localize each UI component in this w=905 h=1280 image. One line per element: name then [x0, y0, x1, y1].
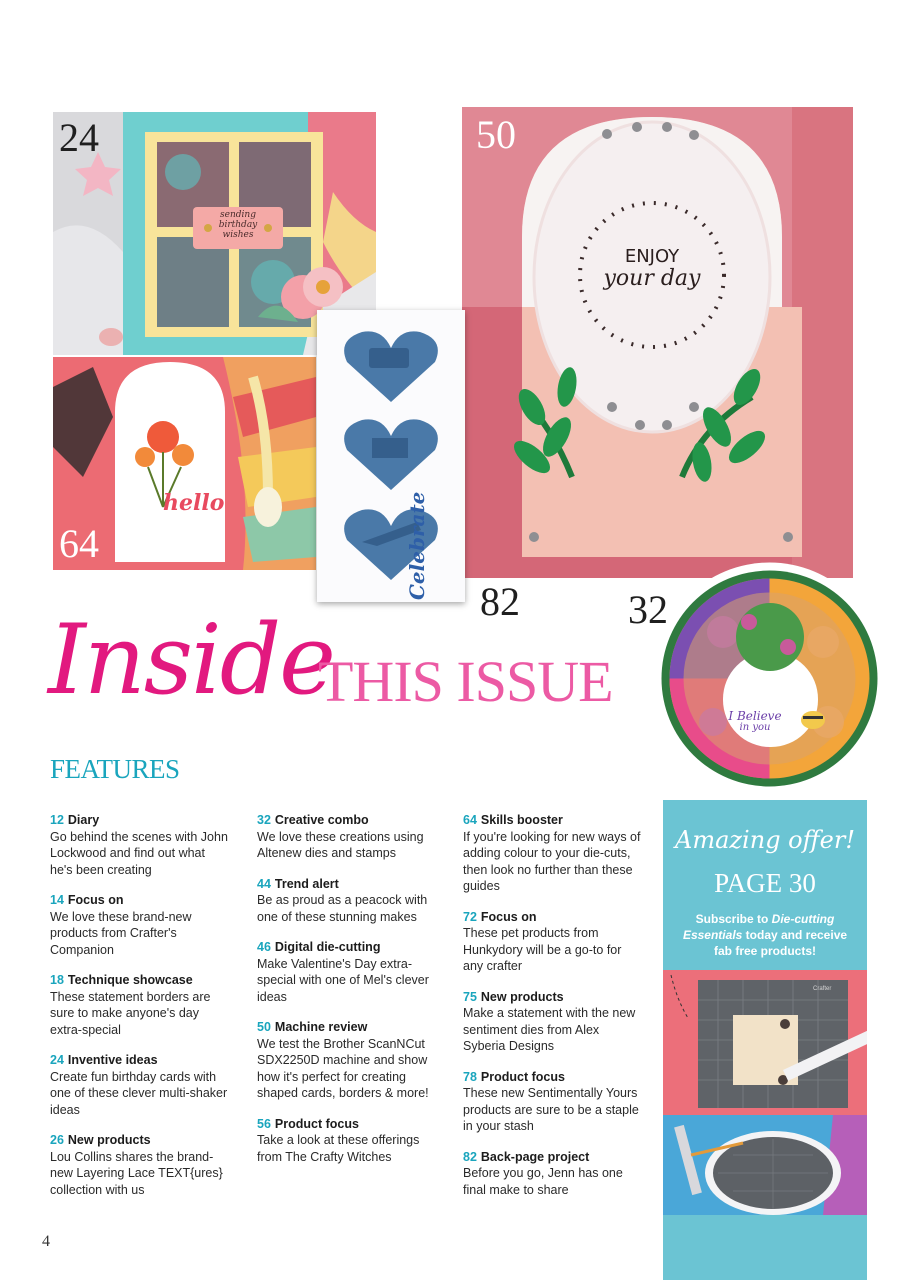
entry-page: 46 [257, 940, 271, 954]
page-number-82: 82 [480, 579, 520, 624]
entry-title: Product focus [274, 1116, 359, 1131]
page-number-64: 64 [59, 521, 99, 566]
photo-machine-review [462, 107, 853, 578]
entry-page: 44 [257, 876, 271, 891]
card-82-sentiment: Celebrate [405, 491, 429, 600]
page-number-24: 24 [59, 115, 99, 160]
card-32-line-1: I Believe [728, 709, 782, 723]
contents-entry[interactable] [50, 892, 230, 958]
entry-page: 75 [463, 989, 477, 1004]
entry-page: 72 [463, 909, 477, 924]
entry-text: We love these brand-new products from Crafter's Companion [50, 909, 192, 957]
card-64-sentiment: hello [163, 490, 225, 516]
entry-text: These pet products from Hunkydory will be a go-to for any crafter [463, 926, 622, 973]
contents-entry[interactable] [50, 1132, 230, 1198]
contents-entry[interactable] [257, 1019, 437, 1102]
entry-title: Focus on [480, 909, 537, 924]
entry-text: We test the Brother ScanNCut SDX2250D machine and show how it's perfect for creating shaped cards, borders & more! [257, 1036, 429, 1100]
entry-text: Take a look at these offerings from The Crafty Witches [257, 1133, 420, 1164]
contents-entry[interactable] [257, 939, 437, 1005]
entry-page: 18 [50, 973, 64, 987]
mat-brand-label: Crafter [813, 986, 832, 992]
entry-title: Trend alert [274, 876, 339, 891]
entry-title: Creative combo [274, 813, 369, 827]
entry-page: 64 [463, 813, 477, 827]
offer-magazine-name: Die-cutting Essentials [682, 912, 835, 942]
photo-creative-combo [653, 562, 886, 795]
offer-text-post: today and receive fab free products! [713, 928, 848, 958]
entry-text: Before you go, Jenn has one final make to share [463, 1166, 623, 1197]
offer-image-round-mat [663, 1115, 867, 1215]
entry-page: 24 [50, 1053, 64, 1067]
entry-text: Make Valentine's Day extra-special with one of Mel's clever ideas [257, 956, 429, 1004]
entry-title: New products [67, 1133, 151, 1147]
card-24-line-2: birthday [218, 220, 258, 230]
photo-back-page-project [317, 310, 465, 602]
entry-text: Lou Collins shares the brand-new Layering Lace TEXT{ures} collection with us [50, 1149, 223, 1197]
entry-text: These statement borders are sure to make anyone's day extra-special [50, 989, 211, 1037]
contents-entry[interactable] [463, 812, 643, 895]
card-50-sentiment [592, 247, 712, 291]
contents-column-1 [50, 812, 230, 1212]
page-number-50: 50 [476, 112, 516, 157]
entry-title: New products [480, 989, 564, 1004]
contents-entry[interactable] [50, 812, 230, 878]
heading-caps: THIS ISSUE [318, 649, 613, 714]
offer-script-heading: Amazing offer! [675, 826, 855, 854]
entry-page: 32 [257, 813, 271, 827]
contents-entry[interactable] [463, 989, 643, 1055]
entry-title: Digital die-cutting [274, 940, 381, 954]
entry-text: Go behind the scenes with John Lockwood and find out what he's been creating [50, 829, 228, 877]
card-32-line-2: in you [739, 722, 771, 733]
entry-text: If you're looking for new ways of adding colour to your die-cuts, then look no further than these guides [463, 829, 641, 893]
entry-title: Technique showcase [67, 973, 193, 987]
photo-skills-booster [53, 357, 316, 570]
contents-entry[interactable] [50, 972, 230, 1038]
contents-entry[interactable] [257, 1116, 437, 1166]
entry-page: 78 [463, 1069, 477, 1084]
entry-page: 82 [463, 1149, 477, 1164]
heading-script: Inside [48, 604, 334, 716]
entry-text: We love these creations using Altenew dies and stamps [257, 829, 424, 860]
entry-text: These new Sentimentally Yours products are sure to be a staple in your stash [463, 1086, 639, 1133]
card-24-line-1: sending [220, 210, 256, 220]
entry-page: 50 [257, 1020, 271, 1034]
entry-text: Create fun birthday cards with one of these clever multi-shaker ideas [50, 1069, 228, 1117]
offer-page-reference: PAGE 30 [714, 868, 816, 898]
entry-title: Back-page project [480, 1149, 590, 1164]
card-32-sentiment [715, 710, 795, 734]
entry-title: Skills booster [480, 813, 563, 827]
entry-page: 26 [50, 1133, 64, 1147]
entry-title: Product focus [480, 1069, 565, 1084]
page-folio: 4 [42, 1233, 50, 1250]
contents-entry[interactable] [257, 812, 437, 862]
entry-page: 14 [50, 893, 64, 907]
contents-entry[interactable] [257, 876, 437, 926]
entry-page: 56 [257, 1116, 271, 1131]
contents-column-2 [257, 812, 437, 1179]
entry-title: Inventive ideas [67, 1053, 158, 1067]
contents-entry[interactable] [50, 1052, 230, 1118]
contents-entry[interactable] [463, 1069, 643, 1135]
entry-text: Be as proud as a peacock with one of these stunning makes [257, 893, 428, 924]
entry-page: 12 [50, 813, 64, 827]
offer-image-cutting-mat [663, 970, 867, 1115]
entry-title: Diary [67, 813, 100, 827]
card-50-line-2: your day [603, 266, 701, 291]
offer-description [675, 911, 855, 959]
page-number-32: 32 [628, 587, 668, 632]
entry-title: Machine review [274, 1020, 368, 1034]
entry-title: Focus on [67, 893, 124, 907]
contents-entry[interactable] [463, 909, 643, 975]
card-50-line-1: ENJOY [624, 246, 680, 267]
contents-entry[interactable] [463, 1149, 643, 1199]
subscription-offer-panel[interactable] [663, 800, 867, 1280]
card-24-sentiment [203, 210, 273, 240]
section-heading-features: FEATURES [50, 754, 180, 784]
card-24-line-3: wishes [222, 230, 254, 240]
entry-text: Make a statement with the new sentiment dies from Alex Syberia Designs [463, 1006, 636, 1053]
offer-text-pre: Subscribe to [695, 912, 772, 926]
contents-column-3 [463, 812, 643, 1212]
